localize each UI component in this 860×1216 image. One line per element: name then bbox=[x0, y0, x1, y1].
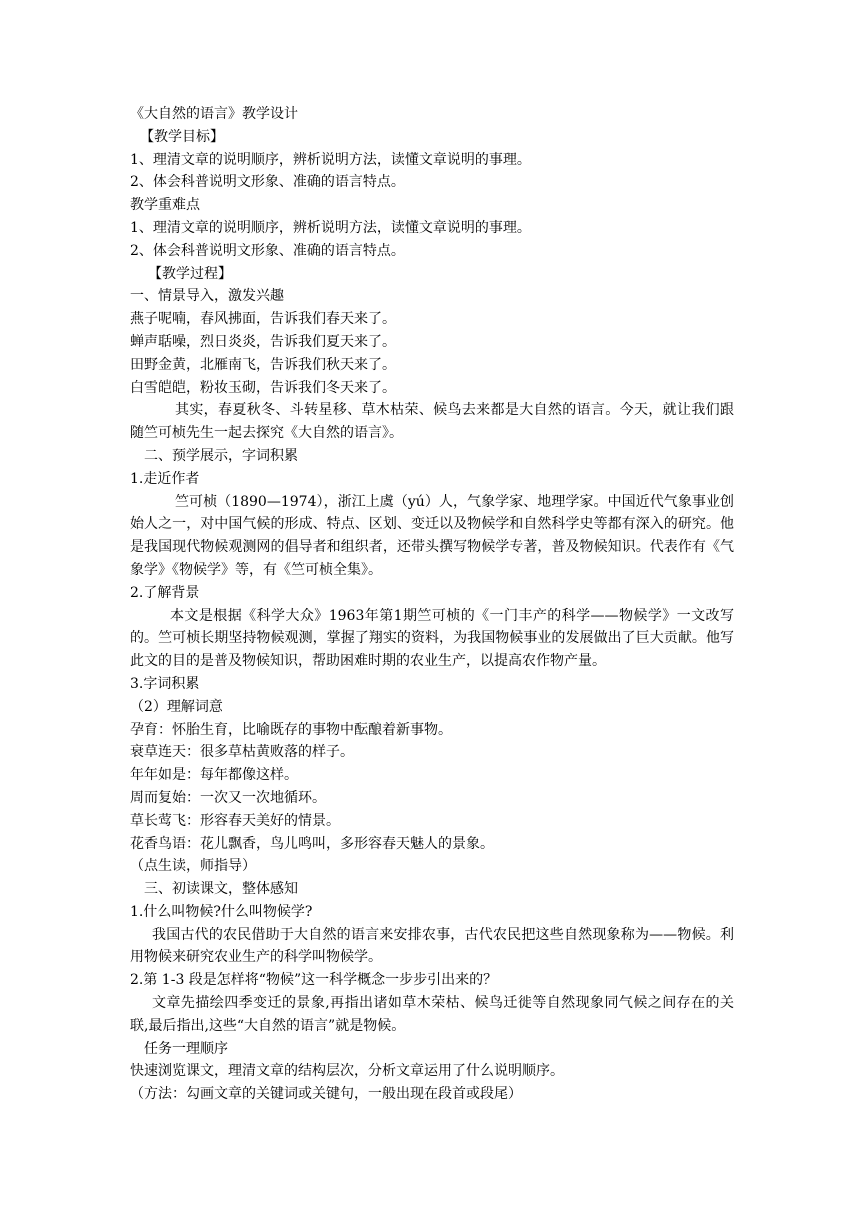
vocabulary-item: 孕育：怀胎生育，比喻既存的事物中酝酿着新事物。 bbox=[130, 721, 452, 738]
intro-line-spring: 燕子呢喃，春风拂面，告诉我们春天来了。 bbox=[130, 311, 396, 328]
task-instruction: 快速浏览课文，理清文章的结构层次，分析文章运用了什么说明顺序。 bbox=[130, 1063, 564, 1080]
vocabulary-item: 年年如是：每年都像这样。 bbox=[130, 767, 298, 784]
vocabulary-item: 草长莺飞：形容春天美好的情景。 bbox=[130, 812, 340, 829]
question-1: 1.什么叫物候?什么叫物候学? bbox=[130, 903, 313, 920]
key-point-1: 1、理清文章的说明顺序，辨析说明方法，读懂文章说明的事理。 bbox=[130, 219, 531, 236]
process-heading: 【教学过程】 bbox=[148, 265, 232, 282]
task-method: （方法：勾画文章的关键词或关键句，一般出现在段首或段尾） bbox=[130, 1086, 522, 1103]
background-paragraph: 本文是根据《科学大众》1963年第1期竺可桢的《一门丰产的科学——物候学》一文改写的。竺可桢长期坚持物候观测，掌握了翔实的资料，为我国物候事业的发展做出了巨大贡献。他写此文的目的是普及物候知识，帮助困难时期的农业生产，以提高农作物产量。 bbox=[130, 607, 734, 670]
subheading-vocabulary: 3.字词积累 bbox=[130, 675, 200, 692]
goal-item-2: 2、体会科普说明文形象、准确的语言特点。 bbox=[130, 174, 405, 191]
vocabulary-item: 花香鸟语：花儿飘香，鸟儿鸣叫，多形容春天魅人的景象。 bbox=[130, 835, 494, 852]
subheading-background: 2.了解背景 bbox=[130, 584, 200, 601]
goals-heading: 【教学目标】 bbox=[140, 128, 224, 145]
document-title: 《大自然的语言》教学设计 bbox=[130, 106, 298, 122]
subheading-author: 1.走近作者 bbox=[130, 470, 200, 487]
intro-line-summer: 蝉声聒噪，烈日炎炎，告诉我们夏天来了。 bbox=[130, 333, 396, 350]
answer-1: 我国古代的农民借助于大自然的语言来安排农事，古代农民把这些自然现象称为——物候。利用物候来研究农业生产的科学叫物候学。 bbox=[130, 926, 734, 966]
question-2: 2.第 1-3 段是怎样将“物候”这一科学概念一步步引出来的？ bbox=[130, 972, 498, 989]
task-heading: 任务一理顺序 bbox=[144, 1040, 228, 1057]
goal-item-1: 1、理清文章的说明顺序，辨析说明方法，读懂文章说明的事理。 bbox=[130, 151, 531, 168]
document-page bbox=[130, 103, 734, 1106]
vocabulary-heading: （2）理解词意 bbox=[130, 698, 223, 715]
intro-line-winter: 白雪皑皑，粉妆玉砌，告诉我们冬天来了。 bbox=[130, 379, 396, 396]
key-point-2: 2、体会科普说明文形象、准确的语言特点。 bbox=[130, 242, 405, 259]
answer-2: 文章先描绘四季变迁的景象,再指出诸如草木荣枯、候鸟迁徙等自然现象同气候之间存在的关联,最后指出,这些“大自然的语言”就是物候。 bbox=[130, 995, 734, 1034]
vocabulary-item: 衰草连天：很多草枯黄败落的样子。 bbox=[130, 744, 354, 761]
intro-paragraph: 其实，春夏秋冬、斗转星移、草木枯荣、候鸟去来都是大自然的语言。今天，就让我们跟随竺可桢先生一起去探究《大自然的语言》。 bbox=[130, 402, 734, 442]
author-paragraph: 竺可桢（1890—1974），浙江上虞（yú）人，气象学家、地理学家。中国近代气象事业创始人之一，对中国气候的形成、特点、区划、变迁以及物候学和自然科学史等都有深入的研究。他是我国现代物候观测网的倡导者和组织者，还带头撰写物候学专著，普及物候知识。代表作有《气象学》《物候学》等，有《竺可桢全集》。 bbox=[130, 493, 734, 578]
key-points-heading: 教学重难点 bbox=[130, 197, 200, 214]
teacher-note: （点生读，师指导） bbox=[130, 858, 256, 875]
section-2-heading: 二、预学展示，字词积累 bbox=[144, 447, 298, 464]
section-1-heading: 一、情景导入，激发兴趣 bbox=[130, 288, 284, 305]
vocabulary-item: 周而复始：一次又一次地循环。 bbox=[130, 789, 326, 806]
intro-line-autumn: 田野金黄，北雁南飞，告诉我们秋天来了。 bbox=[130, 356, 396, 373]
section-3-heading: 三、初读课文，整体感知 bbox=[144, 881, 298, 898]
